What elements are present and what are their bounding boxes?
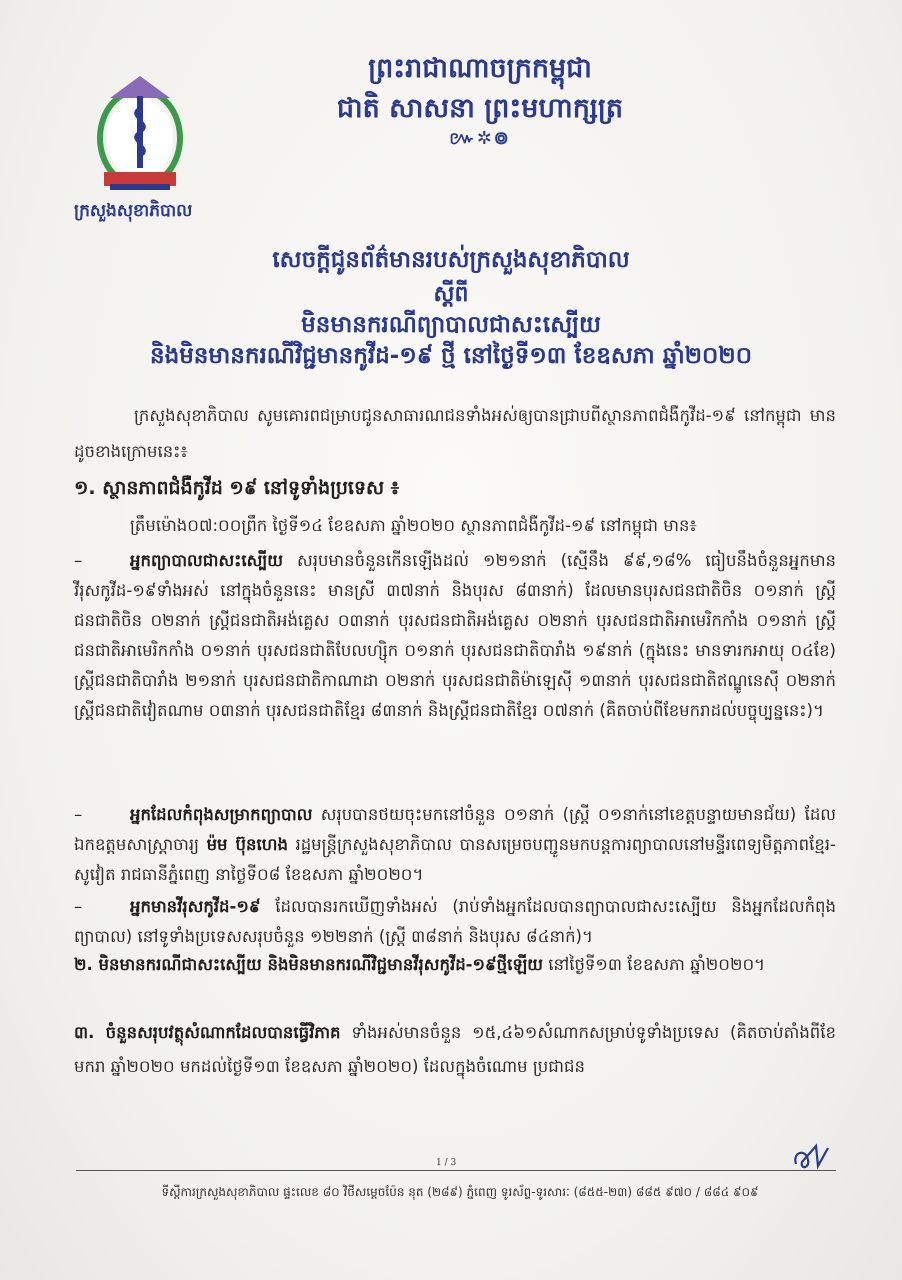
footer-address: ទីស្តីការក្រសួងសុខាភិបាល ផ្ទះលេខ ៨០ វិថីសម្ដេចប៉ែន នុត (២៨៩) ភ្នំពេញ ទូរស័ព្ទ-ទូរសារៈ (៨៥៥-២៣) ៨៨៥ ៩៧០ / ៨៨៤ ៩០៩ xyxy=(161,1185,759,1199)
ornament: ៚✲៙ xyxy=(449,128,511,149)
bullet-total-label: អ្នកមានវីរុសកូវីដ-១៩ xyxy=(130,897,261,916)
section-1-heading: ១. ស្ថានភាពជំងឺកូវីដ ១៩ នៅទូទាំងប្រទេស ៖ xyxy=(74,477,400,499)
motto-heading: ជាតិ សាសនា ព្រះមហាក្សត្រ xyxy=(336,93,624,124)
intro-paragraph: ក្រសួងសុខាភិបាល សូមគោរពជម្រាបជូនសាធារណជនទាំងអស់ឲ្យបានជ្រាបពីស្ថានភាពជំងឺកូវីដ-១៩ នៅកម្ពុជា មានដូចខាងក្រោមនេះ៖ xyxy=(74,406,836,461)
bullet-dash: – xyxy=(74,805,83,824)
bullet-under-treatment xyxy=(74,800,836,890)
title-line-1: សេចក្ដីជូនព័ត៌មានរបស់ក្រសួងសុខាភិបាល xyxy=(272,247,630,273)
section-2 xyxy=(74,948,836,982)
signature-initials xyxy=(788,1140,836,1174)
kingdom-heading: ព្រះរាជាណាចក្រកម្ពុជា xyxy=(368,53,592,84)
title-line-2: ស្ដីពី xyxy=(433,282,469,307)
bullet-total-cases xyxy=(74,892,836,952)
bullet-treatment-text-2: រដ្ឋមន្ត្រីក្រសួងសុខាភិបាល បានសម្រេចបញ្ជូនមកបន្តការព្យាបាលនៅមន្ទីរពេទ្យមិត្តភាពខ្មែរ-សូវៀត រាជធានីភ្នំពេញ នាថ្ងៃទី០៨ ខែឧសភា ឆ្នាំ២០២០។ xyxy=(74,835,836,884)
bullet-total-text: ដែលបានរកឃើញទាំងអស់ (រាប់ទាំងអ្នកដែលបានព្យាបាលជាសះស្បើយ និងអ្នកដែលកំពុងព្យាបាល) នៅទូទាំងប្រទេសសរុបចំនួន ១២២នាក់ (ស្ត្រី ៣៨នាក់ និងបុរស ៨៤នាក់)។ xyxy=(74,897,836,946)
section-1-as-of: ត្រឹមម៉ោង០៧:០០ព្រឹក ថ្ងៃទី១៤ ខែឧសភា ឆ្នាំ២០២០ ស្ថានភាពជំងឺកូវីដ-១៩ នៅកម្ពុជា មាន៖ xyxy=(130,516,697,535)
page-number: 1 / 3 xyxy=(436,1158,457,1168)
section-3-heading: ៣. ចំនួនសរុបវត្ថុសំណាកដែលបានធ្វើវិភាគ xyxy=(74,1023,341,1042)
section-2-text: នៅថ្ងៃទី១៣ ខែឧសភា ឆ្នាំ២០២០។ xyxy=(548,955,766,974)
bullet-recovered-label: អ្នកព្យាបាលជាសះស្បើយ xyxy=(130,551,283,570)
bullet-treatment-text: សរុបបានថយចុះមកនៅចំនួន ០១នាក់ (ស្ត្រី ០១នាក់នៅខេត្តបន្ទាយមានជ័យ) ដែលឯកឧត្ដមសាស្ត្រាចារ្យ xyxy=(74,805,836,854)
section-2-heading: ២. មិនមានករណីជាសះស្បើយ និងមិនមានករណីវិជ្ជមានវីរុសកូវីដ-១៩ថ្មីឡើយ xyxy=(74,955,544,974)
minister-name: ម៉ម ប៊ុនហេង xyxy=(206,835,288,854)
footer-divider xyxy=(76,1170,836,1171)
section-3-text: ទាំងអស់មានចំនួន ១៥,៤៦១សំណាកសម្រាប់ទូទាំងប្រទេស (គិតចាប់តាំងពីខែមករា ឆ្នាំ២០២០ មកដល់ថ្ងៃទី១៣ ខែឧសភា ឆ្នាំ២០២០) ដែលក្នុងចំណោម ប្រជាជន xyxy=(74,1023,836,1076)
ministry-logo xyxy=(80,68,200,198)
bullet-recovered-text: សរុបមានចំនួនកើនឡើងដល់ ១២១នាក់ (ស្មើនឹង ៩៩,១៨% ធៀបនឹងចំនួនអ្នកមានវីរុសកូវីដ-១៩ទាំងអស់ នៅក្នុងចំនួននេះ មានស្រី ៣៧នាក់ និងបុរស ៨៣នាក់) ដែលមានបុរសជនជាតិចិន ០១នាក់ ស្ត្រីជនជាតិចិន ០២នាក់ ស្ត្រីជនជាតិអង់គ្លេស ០៣នាក់ បុរសជនជាតិអង់គ្លេស ០២នាក់ បុរសជនជាតិអាមេរិកកាំង ០១នាក់ ស្ត្រីជនជាតិអាមេរិកកាំង ០១នាក់ បុរសជនជាតិបែលហ្ស៊ិក ០១នាក់ បុរសជនជាតិបារាំង ១៩នាក់ (ក្នុងនេះ មានទារកអាយុ ០៤ខែ) ស្ត្រីជនជាតិបារាំង ២១នាក់ បុរសជនជាតិកាណាដា ០២នាក់ បុរសជនជាតិម៉ាឡេស៊ី ១៣នាក់ បុរសជនជាតិឥណ្ឌូនេស៊ី ០២នាក់ ស្ត្រីជនជាតិវៀតណាម ០៣នាក់ បុរសជនជាតិខ្មែរ ៨៣នាក់ និងស្ត្រីជនជាតិខ្មែរ ០៧នាក់ (គិតចាប់ពីខែមករាដល់បច្ចុប្បន្ននេះ)។ xyxy=(74,551,836,720)
bullet-dash: – xyxy=(74,551,83,570)
bullet-treatment-label: អ្នកដែលកំពុងសម្រាកព្យាបាល xyxy=(130,805,313,824)
section-3 xyxy=(74,1016,836,1084)
bullet-dash: – xyxy=(74,897,83,916)
title-line-4: និងមិនមានករណីវិជ្ជមានកូវីដ-១៩ ថ្មី នៅថ្ងៃទី១៣ ខែឧសភា ឆ្នាំ២០២០ xyxy=(150,343,752,369)
ministry-name: ក្រសួងសុខាភិបាល xyxy=(74,201,193,221)
title-line-3: មិនមានករណីព្យាបាលជាសះស្បើយ xyxy=(301,312,601,338)
bullet-recovered xyxy=(74,546,836,726)
